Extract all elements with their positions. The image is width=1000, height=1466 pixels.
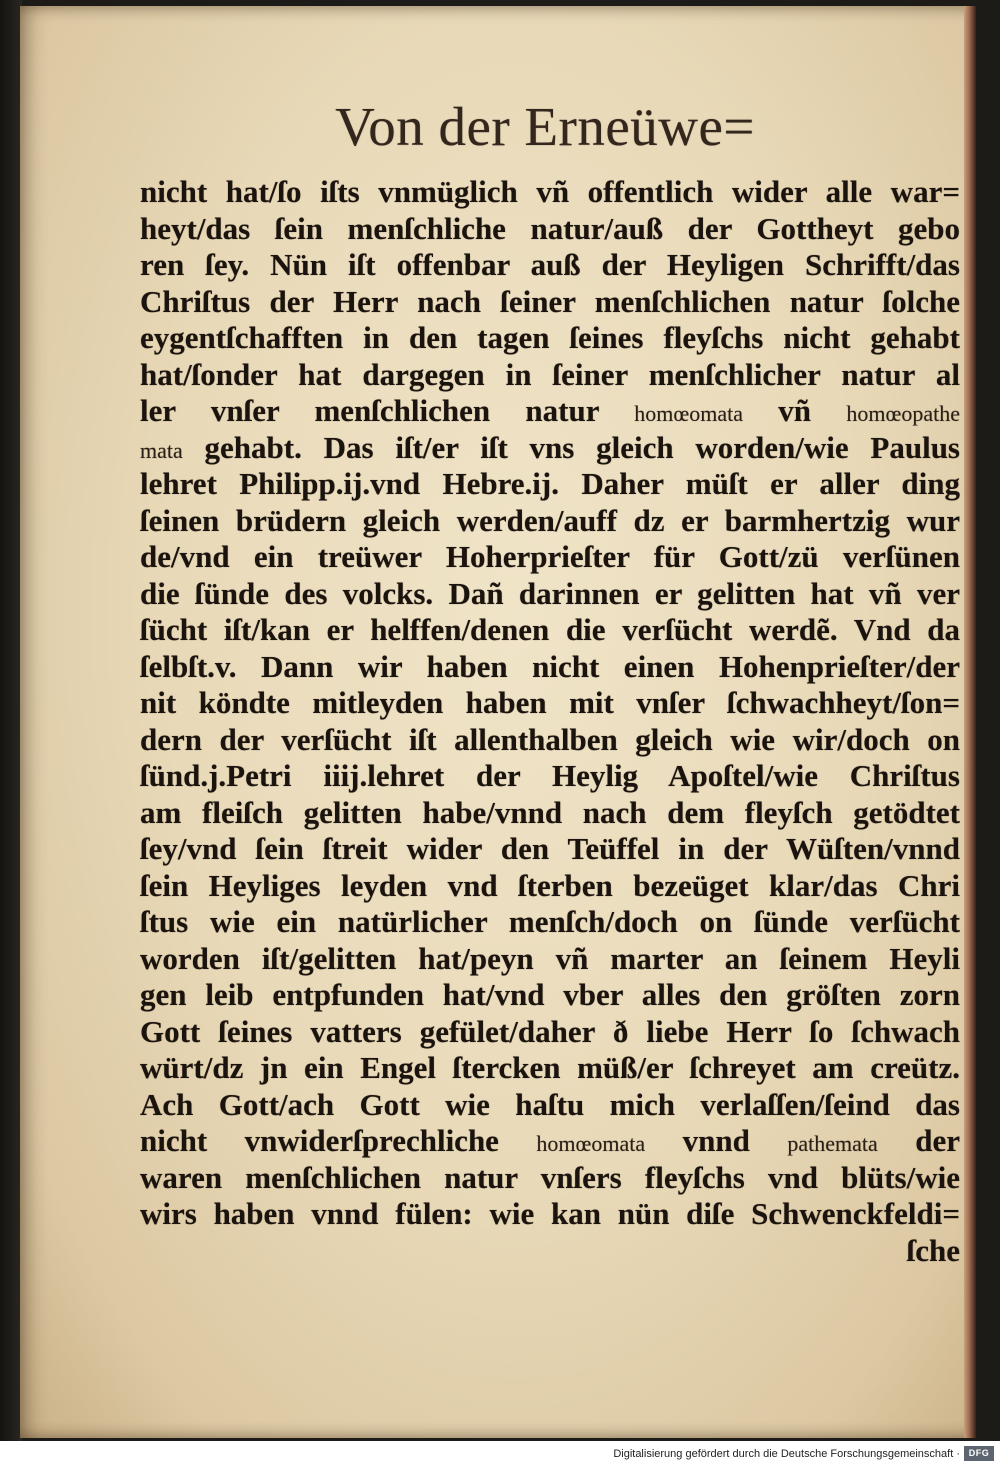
text-segment: gehabt. Das iſt/er iſt vns gleich worden/wie Paulus bbox=[182, 429, 960, 465]
text-line-4: Chriſtus der Herr nach ſeiner menſchlichen natur ſolche bbox=[140, 283, 960, 319]
text-line-1: nicht hat/ſo iſts vnmüglich vñ offentlich wider alle war= bbox=[140, 174, 960, 209]
text-line-5: eygentſchafften in den tagen ſeines fleyſchs nicht gehabt bbox=[140, 320, 960, 355]
text-line-9: lehret Philipp.ij.vnd Hebre.ij. Daher müſt er aller ding bbox=[140, 466, 960, 501]
text-line-21: ſtus wie ein natürlicher menſch/doch on ſünde verſücht bbox=[140, 904, 960, 939]
text-segment: ler vnſer menſchlichen natur bbox=[140, 393, 635, 428]
text-segment: vnnd bbox=[645, 1123, 788, 1158]
text-line-27 bbox=[140, 1123, 960, 1160]
text-line-15: nit köndte mitleyden haben mit vnſer ſchwachheyt/ſon= bbox=[140, 685, 960, 720]
funding-credit: Digitalisierung gefördert durch die Deutsche Forschungsgemeinschaft · bbox=[613, 1448, 960, 1460]
scan-background bbox=[0, 0, 22, 1441]
text-line-10: ſeinen brüdern gleich werden/auff dz er barmhertzig wur bbox=[140, 502, 960, 538]
text-line-13: ſücht iſt/kan er helffen/denen die verſücht werdẽ. Vnd da bbox=[140, 612, 960, 647]
roman-text-segment: homœomata bbox=[634, 401, 743, 426]
text-line-3: ren ſey. Nün iſt offenbar auß der Heyligen Schrifft/das bbox=[140, 247, 960, 282]
text-segment: der bbox=[877, 1123, 960, 1158]
text-segment: nicht vnwiderſprechliche bbox=[140, 1123, 537, 1158]
catchword: ſche bbox=[906, 1232, 960, 1268]
roman-text-segment: pathemata bbox=[787, 1131, 878, 1156]
text-line-28: waren menſchlichen natur vnſers fleyſchs vnd blüts/wie bbox=[140, 1159, 960, 1195]
roman-text-segment: homœomata bbox=[536, 1131, 646, 1156]
text-line-17: ſünd.j.Petri iiij.lehret der Heylig Apoſtel/wie Chriſtus bbox=[140, 758, 960, 793]
text-block bbox=[140, 174, 960, 1269]
text-line-18: am fleiſch gelitten habe/vnnd nach dem fleyſch getödtet bbox=[140, 794, 960, 830]
text-line-8 bbox=[140, 430, 960, 467]
text-line-6: hat/ſonder hat dargegen in ſeiner menſchlicher natur al bbox=[140, 356, 960, 392]
roman-text-segment: mata bbox=[140, 437, 183, 463]
text-line-12: die ſünde des volcks. Dañ darinnen er gelitten hat vñ ver bbox=[140, 575, 960, 611]
text-line-25: würt/dz jn ein Engel ſtercken müß/er ſchreyet am creütz. bbox=[140, 1050, 960, 1085]
text-line-16: dern der verſücht iſt allenthalben gleich wie wir/doch on bbox=[140, 721, 960, 757]
text-line-11: de/vnd ein treüwer Hoherprieſter für Gott/zü verſünen bbox=[140, 539, 960, 574]
text-line-29: wirs haben vnnd fülen: wie kan nün diſe Schwenckfeldi= bbox=[140, 1196, 960, 1231]
text-line-20: ſein Heyliges leyden vnd ſterben bezeüget klar/das Chri bbox=[140, 867, 960, 903]
text-line-24: Gott ſeines vatters gefület/daher ð liebe Herr ſo ſchwach bbox=[140, 1013, 960, 1049]
digitization-footer bbox=[0, 1441, 1000, 1466]
text-line-7 bbox=[140, 393, 960, 430]
book-edge bbox=[964, 6, 976, 1438]
text-line-14: ſelbſt.v. Dann wir haben nicht einen Hohenprieſter/der bbox=[140, 648, 960, 684]
roman-text-segment: homœopathe bbox=[846, 401, 960, 426]
running-title: Von der Erneüwe= bbox=[335, 96, 755, 157]
dfg-logo: DFG bbox=[964, 1446, 994, 1461]
text-line-22: worden iſt/gelitten hat/peyn vñ marter an ſeinem Heyli bbox=[140, 940, 960, 976]
text-segment: vñ bbox=[743, 393, 847, 428]
text-line-23: gen leib entpfunden hat/vnd vber alles den gröſten zorn bbox=[140, 977, 960, 1012]
text-line-19: ſey/vnd ſein ſtreit wider den Teüffel in der Wüſten/vnnd bbox=[140, 831, 960, 866]
text-line-26: Ach Gott/ach Gott wie haſtu mich verlaſſen/ſeind das bbox=[140, 1086, 960, 1122]
text-line-2: heyt/das ſein menſchliche natur/auß der Gottheyt gebo bbox=[140, 210, 960, 246]
